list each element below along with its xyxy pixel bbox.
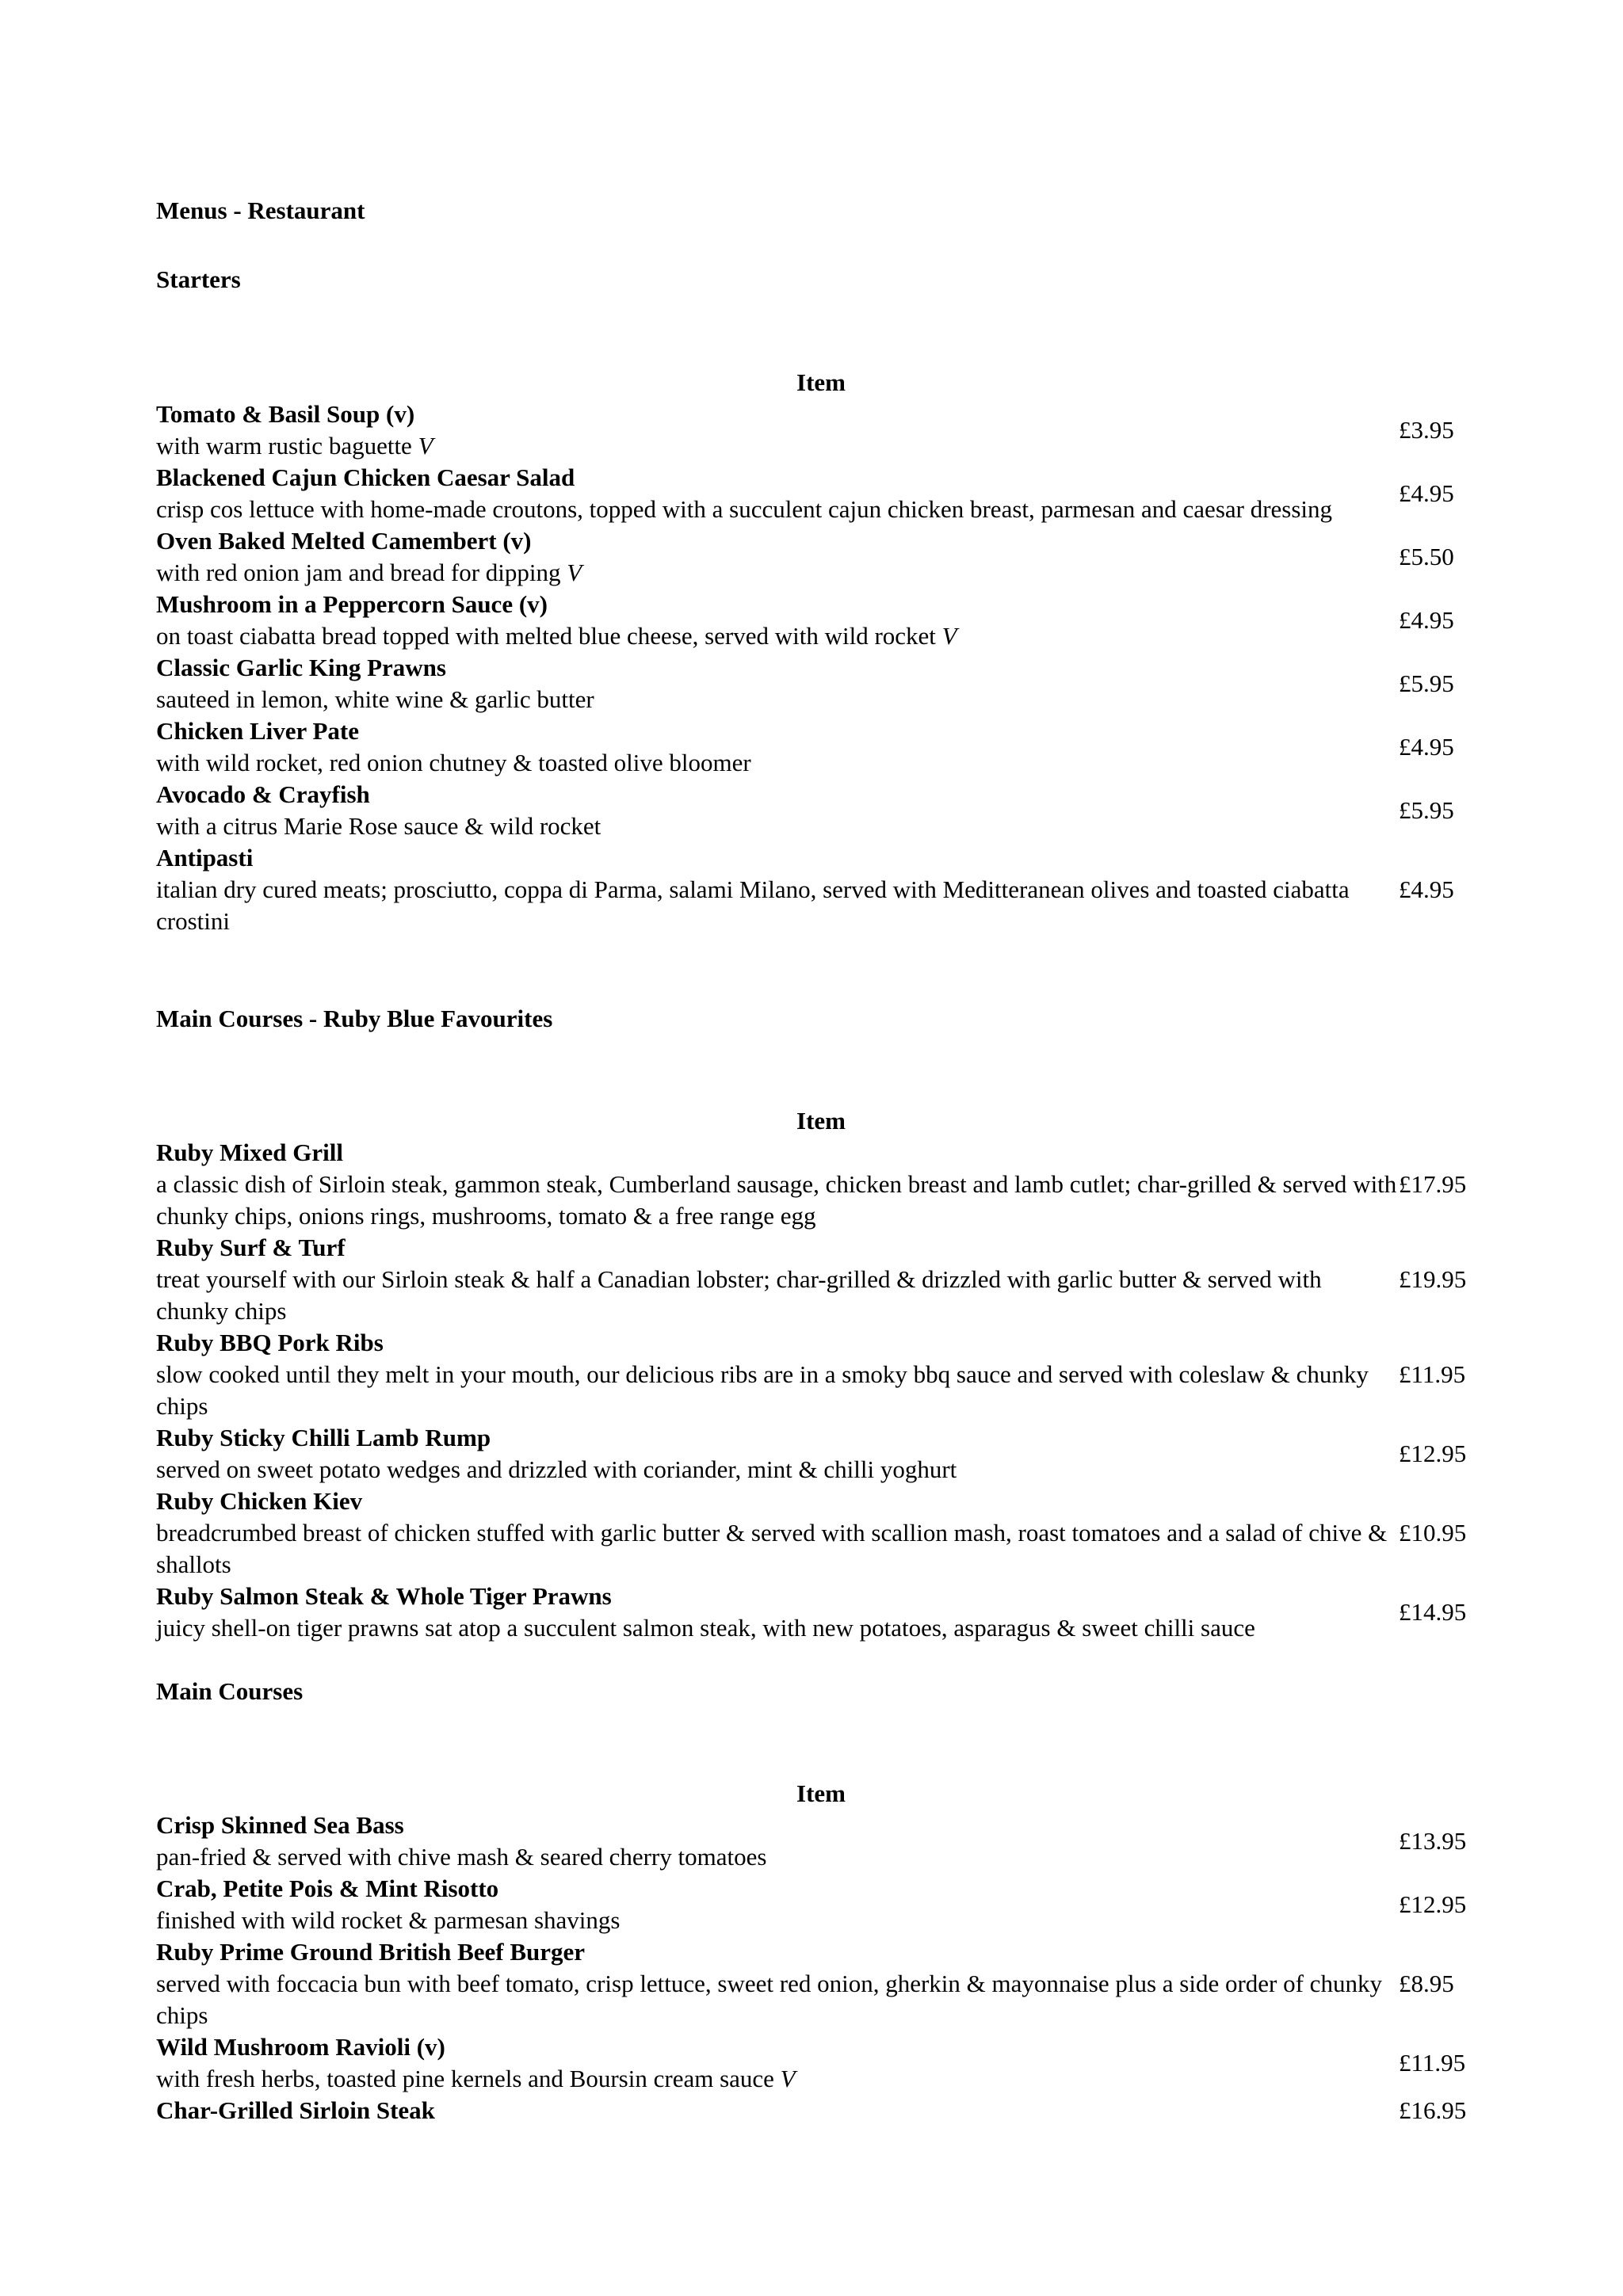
item-name: Antipasti bbox=[156, 844, 254, 871]
item-price: £4.95 bbox=[1399, 479, 1454, 507]
menu-item bbox=[156, 2031, 1495, 2095]
section-title-favourites: Main Courses - Ruby Blue Favourites bbox=[156, 1005, 553, 1032]
item-name: Classic Garlic King Prawns bbox=[156, 654, 446, 681]
item-name: Tomato & Basil Soup (v) bbox=[156, 400, 415, 428]
item-name: Crisp Skinned Sea Bass bbox=[156, 1811, 404, 1839]
item-name: Ruby Surf & Turf bbox=[156, 1234, 346, 1261]
menu-item bbox=[156, 399, 1495, 462]
vegetarian-mark: V bbox=[941, 622, 957, 650]
menu-item bbox=[156, 779, 1495, 842]
item-description: with red onion jam and bread for dipping bbox=[156, 559, 561, 586]
menu-item bbox=[156, 2095, 1495, 2126]
item-name: Oven Baked Melted Camembert (v) bbox=[156, 527, 532, 555]
item-name: Chicken Liver Pate bbox=[156, 717, 360, 745]
item-description: breadcrumbed breast of chicken stuffed with garlic butter & served with scallion mash, roast tomatoes and a salad of chive & shallots bbox=[156, 1519, 1388, 1578]
item-description: slow cooked until they melt in your mouth, our delicious ribs are in a smoky bbq sauce and served with coleslaw & chunky chips bbox=[156, 1360, 1369, 1420]
item-name: Blackened Cajun Chicken Caesar Salad bbox=[156, 463, 575, 491]
item-price: £10.95 bbox=[1399, 1519, 1467, 1547]
item-description: italian dry cured meats; prosciutto, coppa di Parma, salami Milano, served with Meditteranean olives and toasted ciabatta crostini bbox=[156, 875, 1350, 935]
item-price: £4.95 bbox=[1399, 733, 1454, 761]
item-name: Ruby Prime Ground British Beef Burger bbox=[156, 1938, 586, 1966]
item-name: Mushroom in a Peppercorn Sauce (v) bbox=[156, 590, 548, 618]
item-price: £12.95 bbox=[1399, 1890, 1467, 1918]
item-description: with a citrus Marie Rose sauce & wild rocket bbox=[156, 812, 601, 840]
item-description: treat yourself with our Sirloin steak & half a Canadian lobster; char-grilled & drizzled with garlic butter & served with chunky chips bbox=[156, 1265, 1322, 1325]
item-price: £8.95 bbox=[1399, 1970, 1454, 1997]
starters-table bbox=[156, 367, 1495, 937]
menu-item bbox=[156, 525, 1495, 589]
item-name: Ruby Mixed Grill bbox=[156, 1138, 343, 1166]
menu-item bbox=[156, 1936, 1495, 2031]
item-price: £3.95 bbox=[1399, 416, 1454, 444]
item-price: £17.95 bbox=[1399, 1170, 1467, 1198]
item-description: on toast ciabatta bread topped with melted blue cheese, served with wild rocket bbox=[156, 622, 936, 650]
item-name: Ruby Sticky Chilli Lamb Rump bbox=[156, 1424, 491, 1451]
item-price: £16.95 bbox=[1399, 2096, 1467, 2124]
menu-item bbox=[156, 652, 1495, 715]
main-courses-table bbox=[156, 1778, 1495, 2126]
item-price: £5.95 bbox=[1399, 669, 1454, 697]
section-title-starters: Starters bbox=[156, 265, 241, 293]
column-header: Item bbox=[796, 1779, 846, 1807]
menu-item bbox=[156, 1232, 1495, 1327]
item-price: £4.95 bbox=[1399, 875, 1454, 903]
item-name: Ruby BBQ Pork Ribs bbox=[156, 1329, 384, 1356]
vegetarian-mark: V bbox=[780, 2065, 796, 2092]
menu-item bbox=[156, 1486, 1495, 1581]
menu-item bbox=[156, 1810, 1495, 1873]
page-title: Menus - Restaurant bbox=[156, 196, 365, 224]
menu-item bbox=[156, 715, 1495, 779]
item-description: served on sweet potato wedges and drizzled with coriander, mint & chilli yoghurt bbox=[156, 1455, 957, 1483]
column-header: Item bbox=[796, 368, 846, 396]
menu-item bbox=[156, 1422, 1495, 1486]
item-name: Ruby Salmon Steak & Whole Tiger Prawns bbox=[156, 1582, 612, 1610]
menu-item bbox=[156, 1327, 1495, 1422]
item-description: finished with wild rocket & parmesan shavings bbox=[156, 1906, 621, 1934]
vegetarian-mark: V bbox=[418, 432, 433, 460]
item-description: with wild rocket, red onion chutney & toasted olive bloomer bbox=[156, 749, 751, 776]
item-name: Crab, Petite Pois & Mint Risotto bbox=[156, 1875, 499, 1902]
favourites-table bbox=[156, 1105, 1495, 1644]
item-price: £19.95 bbox=[1399, 1265, 1467, 1293]
section-title-main-courses: Main Courses bbox=[156, 1677, 304, 1705]
menu-item bbox=[156, 589, 1495, 652]
menu-item bbox=[156, 842, 1495, 937]
item-price: £11.95 bbox=[1399, 2049, 1466, 2077]
item-description: pan-fried & served with chive mash & seared cherry tomatoes bbox=[156, 1843, 767, 1871]
item-description: sauteed in lemon, white wine & garlic butter bbox=[156, 685, 594, 713]
item-description: served with foccacia bun with beef tomato, crisp lettuce, sweet red onion, gherkin & mayonnaise plus a side order of chunky chips bbox=[156, 1970, 1382, 2029]
vegetarian-mark: V bbox=[567, 559, 582, 586]
item-name: Avocado & Crayfish bbox=[156, 780, 370, 808]
item-price: £13.95 bbox=[1399, 1827, 1467, 1855]
menu-item bbox=[156, 1581, 1495, 1644]
item-price: £14.95 bbox=[1399, 1598, 1467, 1626]
menu-item bbox=[156, 1873, 1495, 1936]
item-name: Wild Mushroom Ravioli (v) bbox=[156, 2033, 445, 2061]
item-name: Char-Grilled Sirloin Steak bbox=[156, 2096, 435, 2124]
item-price: £11.95 bbox=[1399, 1360, 1466, 1388]
item-name: Ruby Chicken Kiev bbox=[156, 1487, 363, 1515]
item-description: crisp cos lettuce with home-made croutons, topped with a succulent cajun chicken breast, parmesan and caesar dressing bbox=[156, 495, 1333, 523]
item-description: with fresh herbs, toasted pine kernels and Boursin cream sauce bbox=[156, 2065, 774, 2092]
item-description: juicy shell-on tiger prawns sat atop a succulent salmon steak, with new potatoes, asparagus & sweet chilli sauce bbox=[156, 1614, 1255, 1642]
item-price: £4.95 bbox=[1399, 606, 1454, 634]
menu-item bbox=[156, 1137, 1495, 1232]
item-price: £5.95 bbox=[1399, 796, 1454, 824]
column-header: Item bbox=[796, 1107, 846, 1135]
item-price: £5.50 bbox=[1399, 543, 1454, 570]
menu-item bbox=[156, 462, 1495, 525]
item-description: with warm rustic baguette bbox=[156, 432, 412, 460]
item-price: £12.95 bbox=[1399, 1440, 1467, 1467]
item-description: a classic dish of Sirloin steak, gammon steak, Cumberland sausage, chicken breast and lamb cutlet; char-grilled & served with chunky chips, onions rings, mushrooms, tomato & a free range egg bbox=[156, 1170, 1397, 1230]
